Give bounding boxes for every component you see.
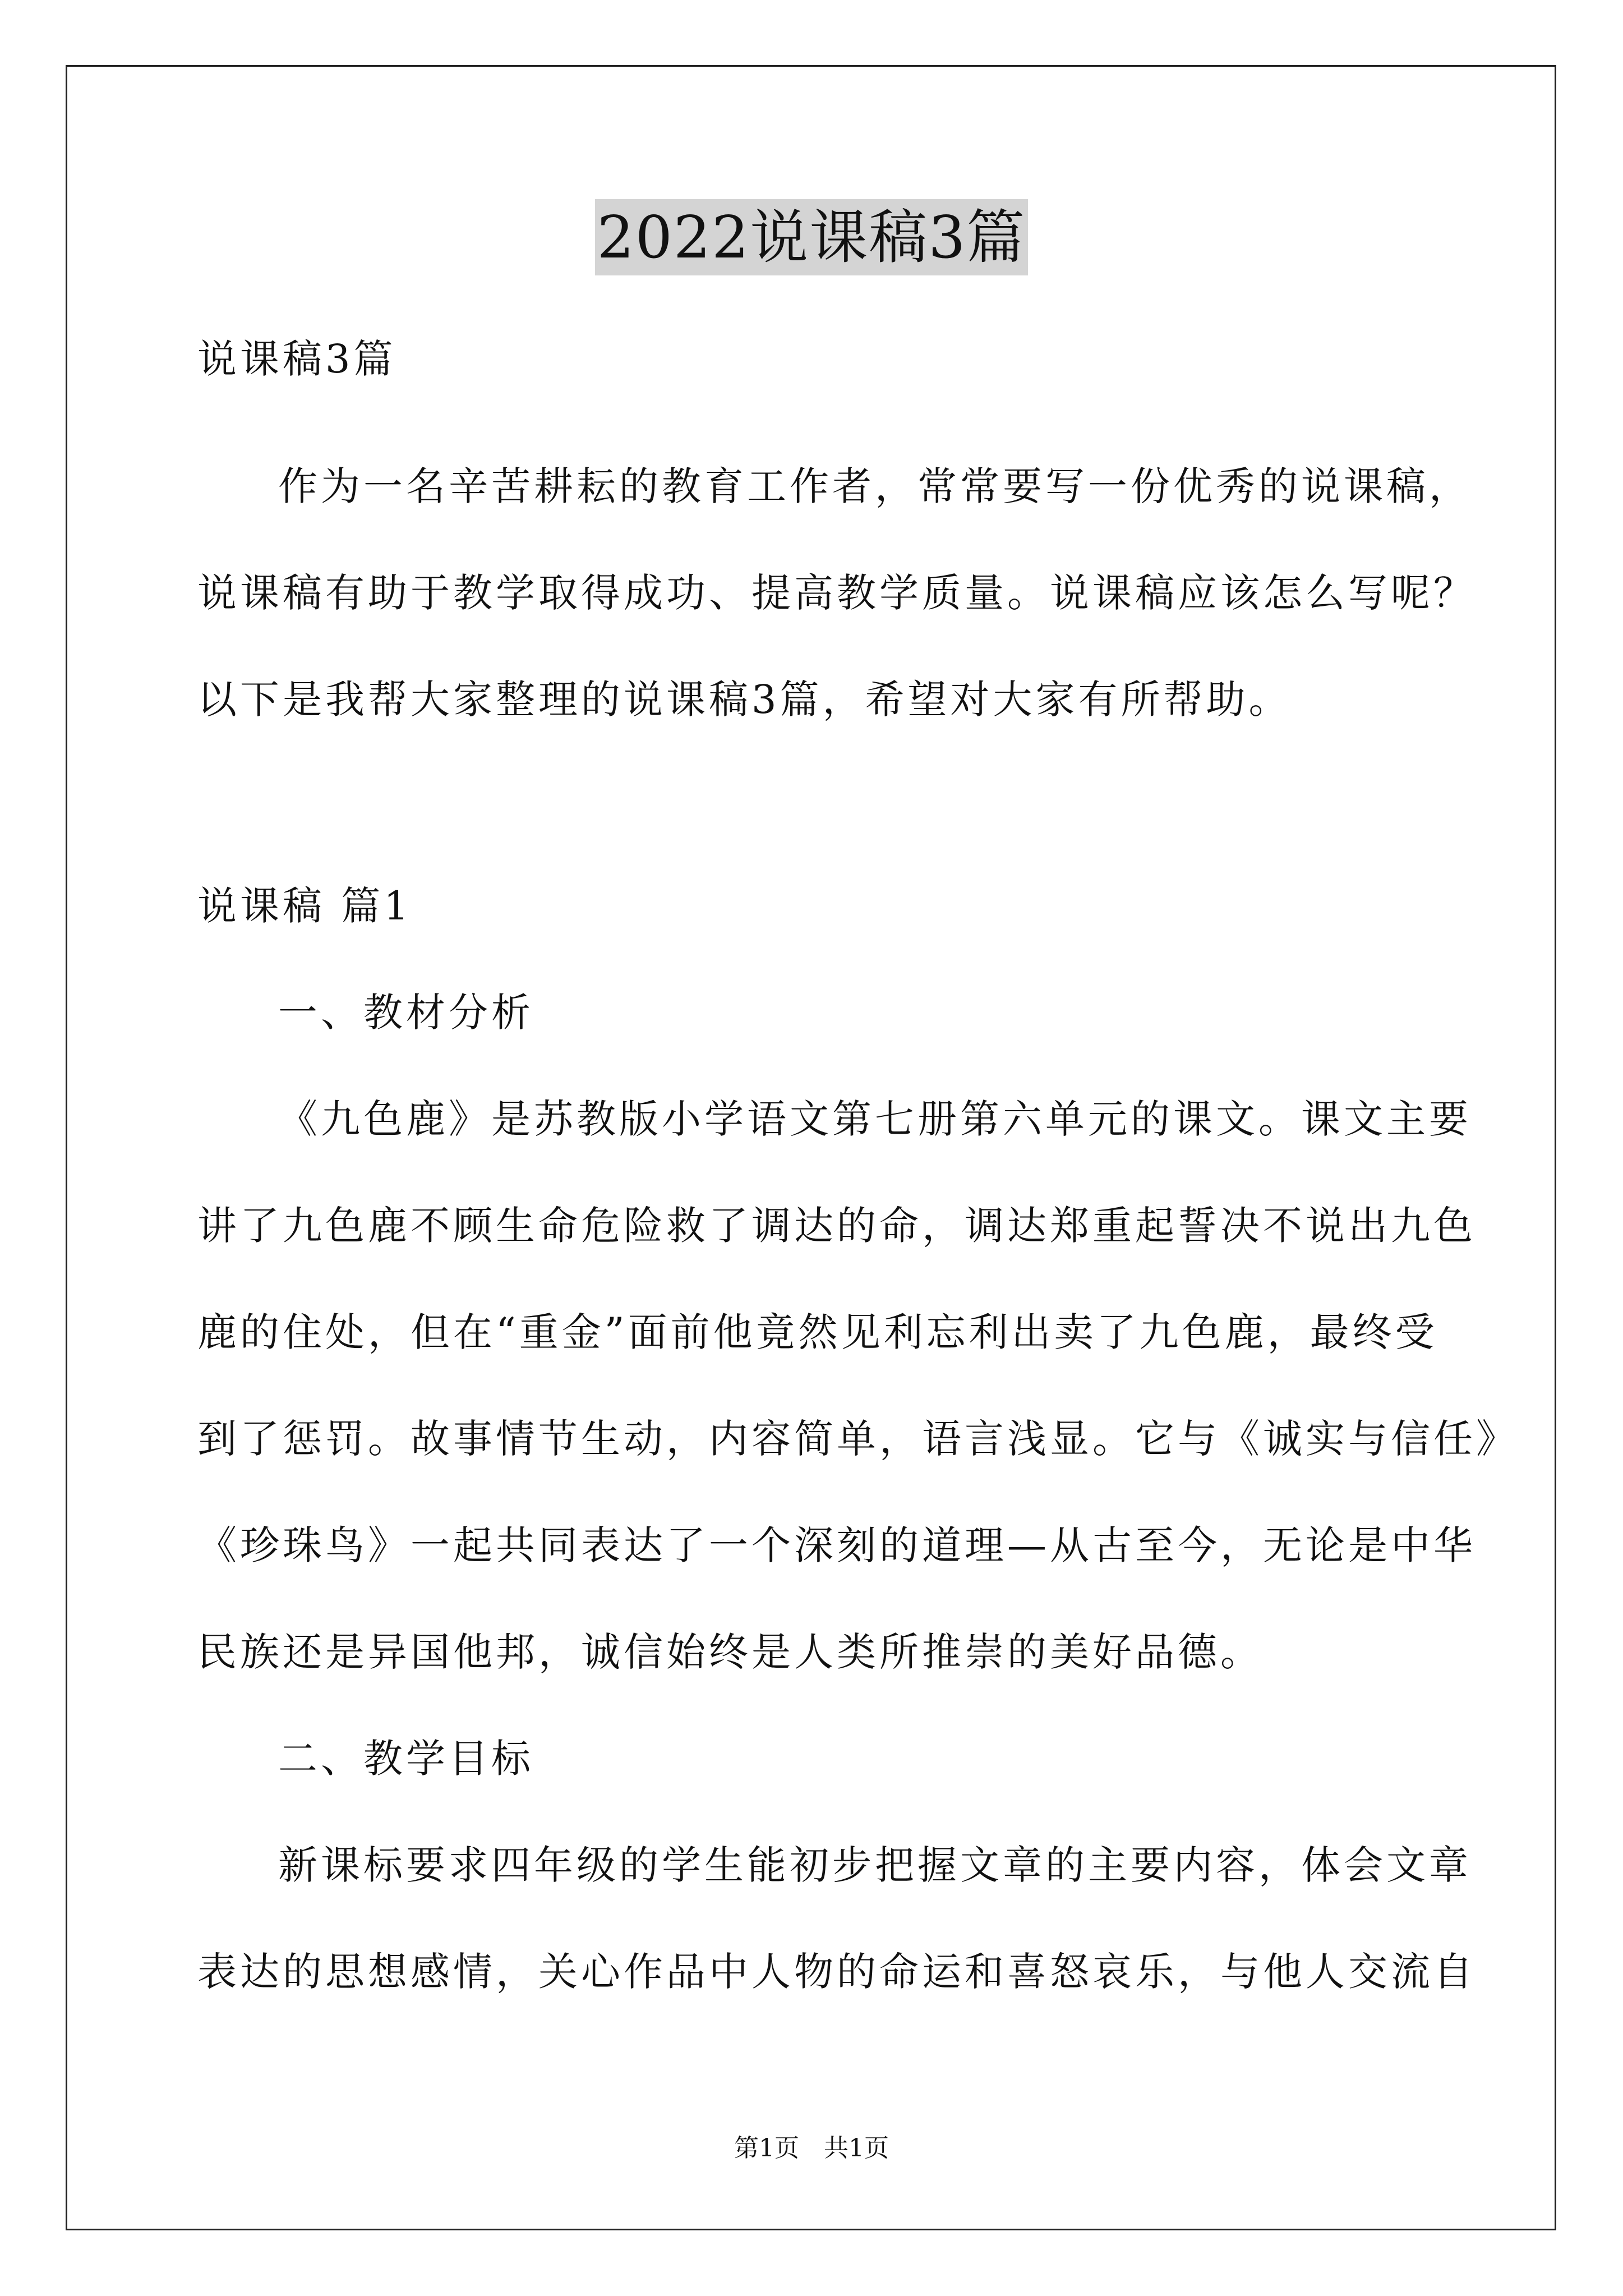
- page-border: [66, 65, 1556, 2230]
- paragraph-line: 以下是我帮大家整理的说课稿3篇，希望对大家有所帮助。: [197, 677, 1292, 723]
- paragraph-line: 说课稿有助于教学取得成功、提高教学质量。说课稿应该怎么写呢？: [197, 570, 1476, 616]
- section-heading: 说课稿 篇1: [197, 883, 412, 929]
- subsection-heading: 一、教材分析: [278, 990, 534, 1036]
- paragraph-line: 新课标要求四年级的学生能初步把握文章的主要内容，体会文章: [278, 1842, 1472, 1888]
- paragraph-line: 到了惩罚。故事情节生动，内容简单，语言浅显。它与《诚实与信任》: [197, 1416, 1519, 1462]
- paragraph-line: 讲了九色鹿不顾生命危险救了调达的命，调达郑重起誓决不说出九色: [197, 1203, 1476, 1249]
- subsection-heading: 二、教学目标: [278, 1736, 534, 1782]
- paragraph-line: 《九色鹿》是苏教版小学语文第七册第六单元的课文。课文主要: [278, 1096, 1472, 1142]
- intro-heading: 说课稿3篇: [197, 336, 396, 382]
- page-number-footer: 第1页 共1页: [734, 2134, 889, 2162]
- title-container: [0, 199, 1623, 275]
- paragraph-line: 鹿的住处，但在“重金”面前他竟然见利忘利出卖了九色鹿，最终受: [197, 1309, 1438, 1355]
- document-title: 2022说课稿3篇: [595, 199, 1029, 275]
- paragraph-line: 民族还是异国他邦，诚信始终是人类所推崇的美好品德。: [197, 1629, 1263, 1675]
- paragraph-line: 表达的思想感情，关心作品中人物的命运和喜怒哀乐，与他人交流自: [197, 1949, 1476, 1995]
- paragraph-line: 作为一名辛苦耕耘的教育工作者，常常要写一份优秀的说课稿，: [278, 463, 1472, 509]
- paragraph-line: 《珍珠鸟》一起共同表达了一个深刻的道理—从古至今，无论是中华: [197, 1522, 1476, 1568]
